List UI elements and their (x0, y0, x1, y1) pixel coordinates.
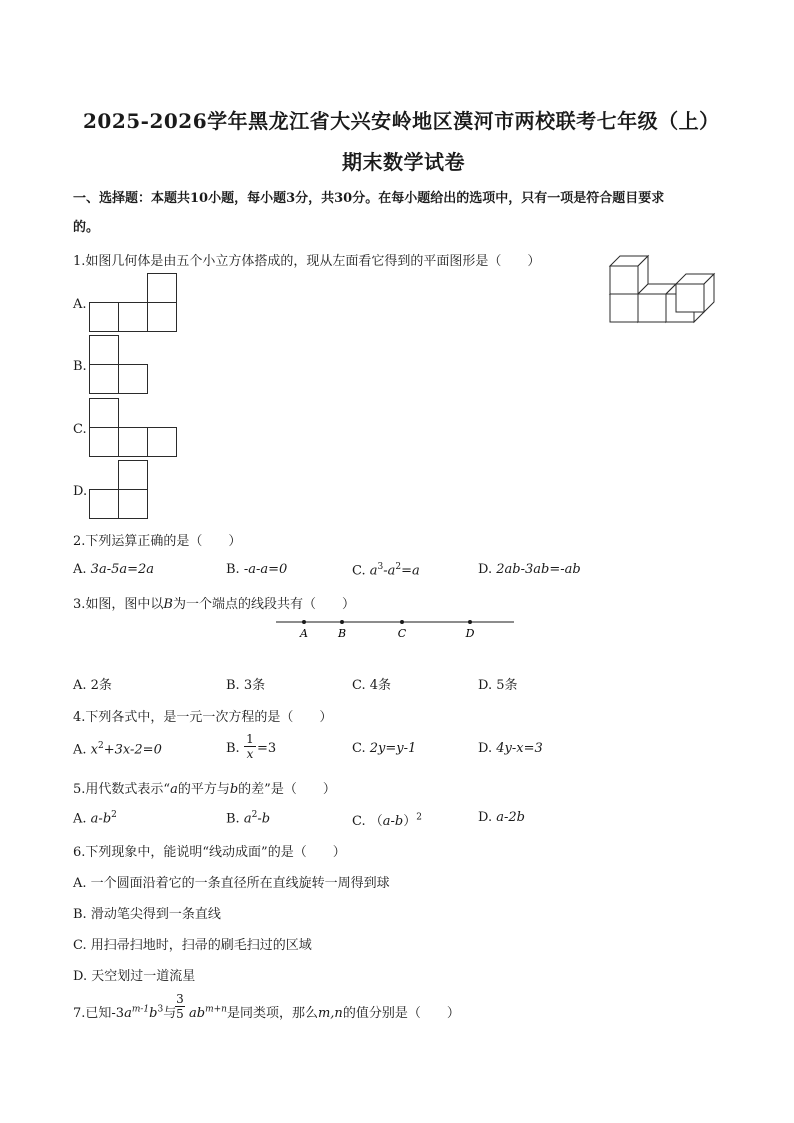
q7-stem-pre: 7.已知-3 (73, 1006, 125, 1021)
q5-option-c-open: （ (369, 814, 383, 829)
q1-option-c-figure (88, 397, 180, 459)
q1-option-b-label: B. (73, 359, 87, 374)
q2-option-c-base1: a (369, 563, 378, 579)
q2-option-c (352, 562, 420, 578)
q2-option-c-mid: -a (383, 563, 396, 579)
q5-option-c-body: a-b (382, 814, 404, 829)
q3-stem-post: 为一个端点的线段共有（ ） (172, 597, 355, 612)
q2-option-a-prefix: A. (73, 562, 87, 577)
q4-option-a (73, 741, 162, 757)
q7-term2-base: ab (189, 1006, 206, 1021)
cube-top-right (676, 274, 714, 312)
q3-label-c: C (397, 627, 407, 640)
q3-label-d: D (465, 627, 475, 640)
q5-option-b-prefix: B. (226, 811, 240, 827)
q4-option-b-denominator: x (244, 746, 256, 761)
section-instructions-line2: 的。 (73, 220, 100, 235)
q5-var-b: b (229, 782, 239, 797)
q5-stem (73, 778, 336, 797)
q4-option-a-prefix: A. (73, 742, 87, 758)
q4-option-b-prefix: B. (226, 741, 240, 756)
q7-stem-part2 (189, 1002, 460, 1021)
q6-option-d: D. 天空划过一道流星 (73, 969, 196, 984)
q5-option-b-exp: 2 (251, 810, 258, 820)
q3-point-a (302, 620, 306, 624)
q5-option-c-exp: 2 (416, 812, 422, 823)
q4-option-c-prefix: C. (352, 741, 366, 756)
q2-option-b (226, 562, 287, 577)
q2-option-c-exp1: 3 (377, 562, 384, 572)
q6-option-b: B. 滑动笔尖得到一条直线 (73, 907, 221, 922)
q7-stem-post-pre: 是同类项，那么 (226, 1006, 318, 1021)
q3-stem-var: B (163, 597, 173, 612)
q3-line-segment-figure (270, 612, 520, 642)
q5-option-c (352, 810, 422, 829)
q7-vars: m,n (317, 1006, 343, 1021)
q4-option-a-rest: +3x-2=0 (103, 742, 162, 758)
q6-option-a: A. 一个圆面沿着它的一条直径所在直线旋转一周得到球 (73, 876, 390, 891)
q4-option-a-base: x (90, 742, 99, 758)
exam-title-line1: 2025-2026学年黑龙江省大兴安岭地区漠河市两校联考七年级（上） (83, 109, 720, 133)
q7-fraction-denominator: 5 (176, 1007, 184, 1021)
q7-stem-part1 (73, 1002, 176, 1021)
q5-var-a: a (170, 782, 178, 797)
q5-option-a (73, 810, 117, 826)
q3-point-d (468, 620, 472, 624)
q2-option-c-prefix: C. (352, 563, 366, 579)
q4-stem: 4.下列各式中，是一元一次方程的是（ ） (73, 710, 333, 725)
q1-stem: 1.如图几何体是由五个小立方体搭成的，现从左面看它得到的平面图形是（ ） (73, 254, 541, 269)
q2-option-c-exp2: 2 (395, 562, 402, 572)
q4-option-d-expr: 4y-x=3 (496, 741, 543, 756)
q3-option-d: D. 5条 (478, 678, 518, 693)
q2-option-a (73, 562, 154, 577)
q2-option-d (478, 562, 581, 577)
q3-option-b: B. 3条 (226, 678, 266, 693)
q2-option-d-prefix: D. (478, 562, 493, 577)
q5-option-b-base: a (243, 811, 252, 827)
q4-option-d-prefix: D. (478, 741, 493, 756)
q3-point-b (340, 620, 344, 624)
q5-stem-post: 的差”是（ ） (238, 782, 336, 797)
q1-option-a-label: A. (73, 297, 87, 312)
q2-option-c-end: =a (401, 563, 420, 579)
q5-option-a-exp: 2 (111, 810, 117, 820)
q7-fraction (175, 992, 185, 1021)
q3-label-a: A (300, 627, 308, 640)
q5-option-b-rest: -b (257, 811, 271, 827)
q5-stem-mid: 的平方与 (177, 782, 230, 797)
q3-label-b: B (337, 627, 347, 640)
q7-term1-b-exp: 3 (157, 1004, 164, 1015)
q7-stem-with: 与 (163, 1006, 177, 1021)
q5-option-d (478, 810, 525, 825)
q5-option-b (226, 810, 270, 826)
q4-option-b-rest: =3 (257, 741, 277, 756)
q1-option-c-label: C. (73, 422, 87, 437)
section-instructions-line1: 一、选择题：本题共10小题，每小题3分，共30分。在每小题给出的选项中，只有一项是符合题目要求 (73, 191, 665, 206)
q4-option-b-numerator: 1 (246, 732, 254, 746)
q6-stem: 6.下列现象中，能说明“线动成面”的是（ ） (73, 845, 346, 860)
q5-stem-pre: 5.用代数式表示“ (73, 782, 171, 797)
q1-option-d-label: D. (73, 484, 88, 499)
q4-option-d (478, 741, 543, 756)
q4-option-c (352, 741, 416, 756)
q1-cube-solid-figure (606, 250, 724, 326)
q5-option-d-expr: a-2b (496, 810, 525, 825)
q4-option-b-fraction (244, 732, 256, 761)
q3-stem (73, 593, 355, 612)
exam-title-line2: 期末数学试卷 (342, 150, 465, 174)
q3-option-a: A. 2条 (73, 678, 112, 693)
q5-option-c-close: ） (403, 814, 417, 829)
q7-term1-exp: m-1 (131, 1004, 150, 1015)
q2-option-b-prefix: B. (226, 562, 240, 577)
q5-option-d-prefix: D. (478, 810, 493, 825)
q5-option-c-prefix: C. (352, 814, 366, 829)
q1-option-b-figure (88, 334, 151, 396)
q2-option-b-expr: -a-a=0 (243, 562, 288, 577)
q3-option-c: C. 4条 (352, 678, 392, 693)
q2-stem: 2.下列运算正确的是（ ） (73, 534, 242, 549)
q7-stem-post: 的值分别是（ ） (342, 1006, 460, 1021)
q4-option-c-expr: 2y=y-1 (369, 741, 417, 756)
q7-term2-exp: m+n (205, 1004, 227, 1015)
q1-option-a-figure (88, 272, 180, 334)
q7-term1-b: b (149, 1006, 158, 1021)
q5-option-a-prefix: A. (73, 811, 87, 827)
q2-option-d-expr: 2ab-3ab=-ab (496, 562, 581, 577)
q3-stem-pre: 3.如图，图中以 (73, 597, 164, 612)
q7-term1-base: a (124, 1006, 132, 1021)
q1-option-d-figure (88, 459, 151, 521)
q4-option-a-exp: 2 (98, 741, 104, 751)
q6-option-c: C. 用扫帚扫地时，扫帚的刷毛扫过的区域 (73, 938, 312, 953)
q5-option-a-base: a-b (90, 811, 112, 827)
q7-fraction-numerator: 3 (176, 992, 184, 1006)
q3-point-c (400, 620, 404, 624)
q2-option-a-expr: 3a-5a=2a (90, 562, 155, 577)
cube-top-left (610, 256, 648, 294)
